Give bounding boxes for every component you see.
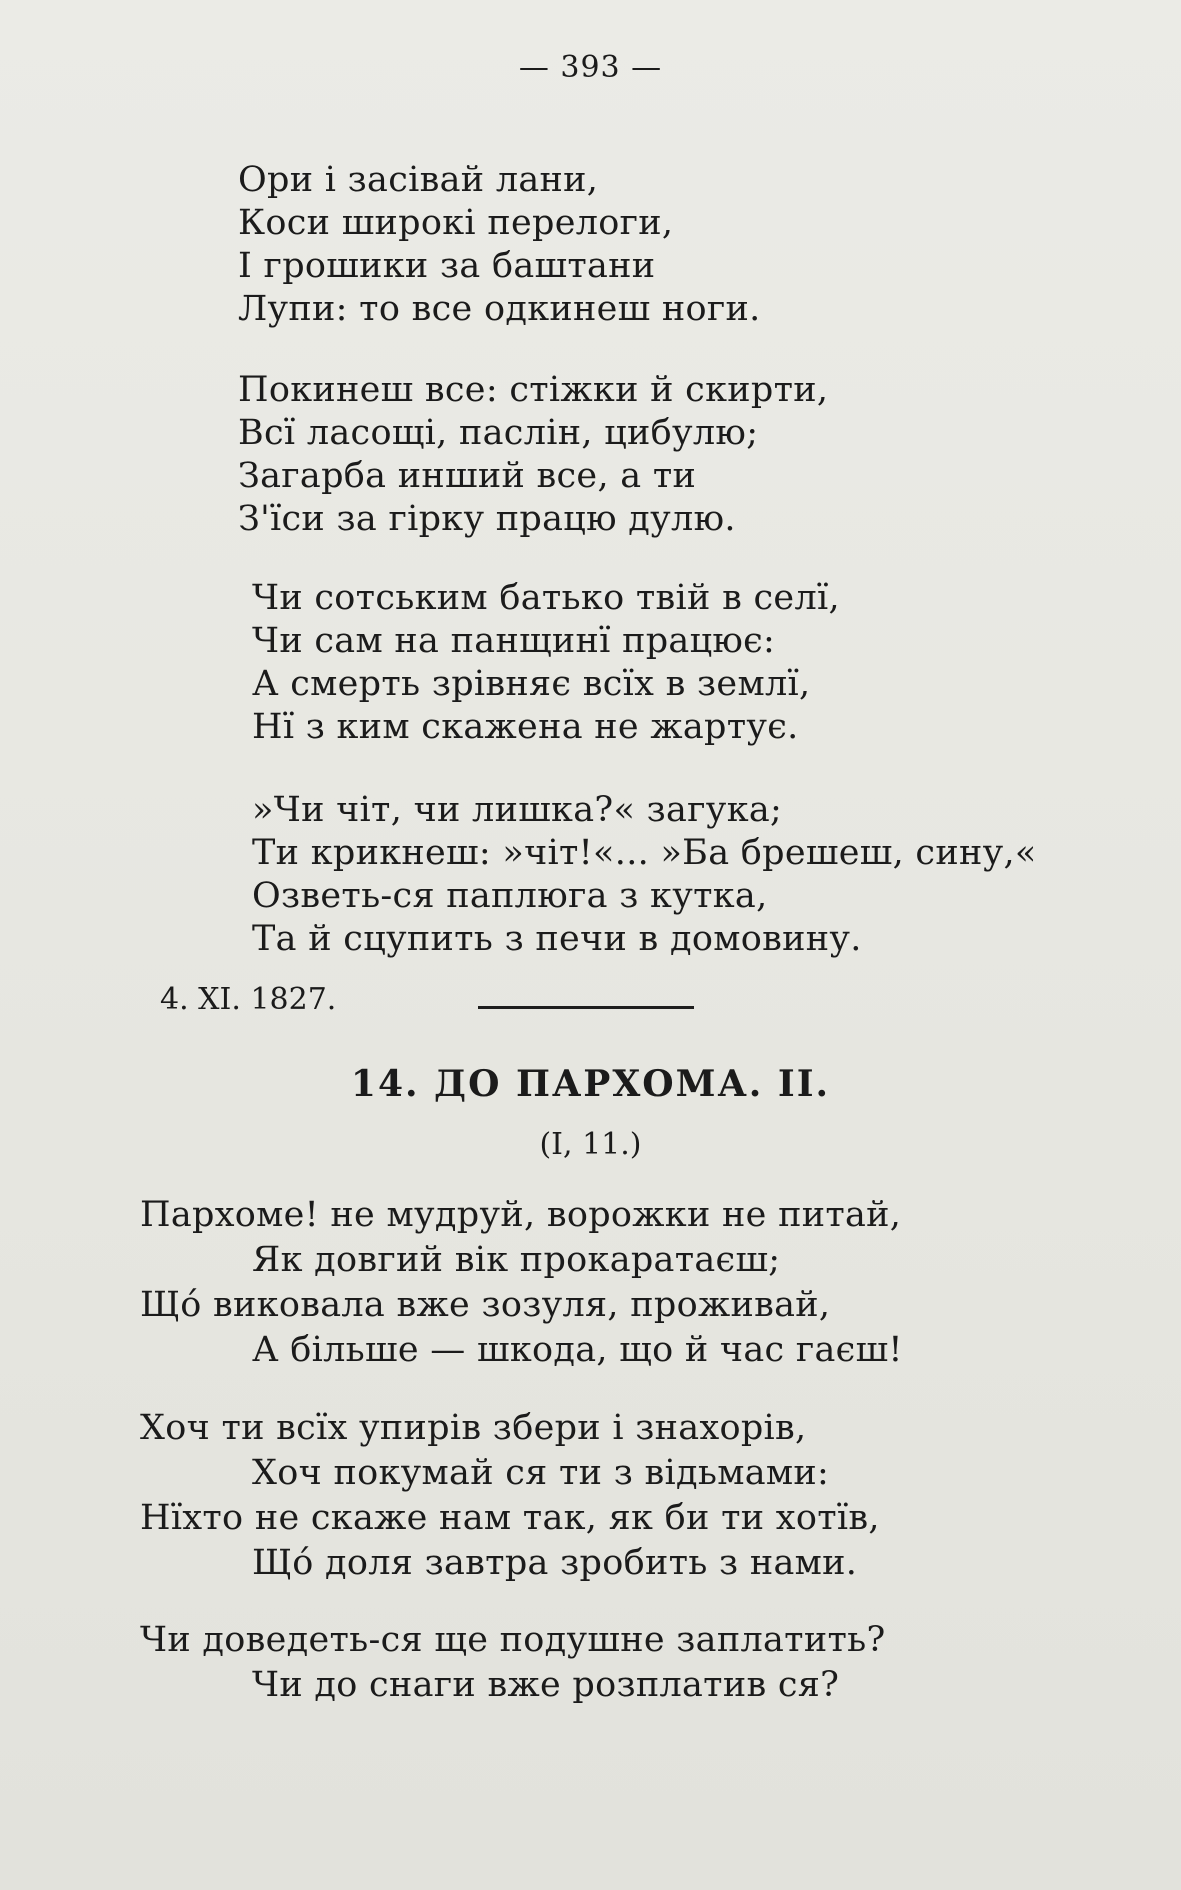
section-divider [478, 1006, 694, 1009]
poem-line: З'їси за гірку працю дулю. [238, 499, 736, 539]
poem-line: Як довгий вік прокаратаєш; [252, 1240, 781, 1280]
poem-line: »Чи чіт, чи лишка?« загука; [252, 790, 783, 830]
poem-line: Загарба инший все, а ти [238, 456, 697, 496]
poem-line: Щó доля завтра зробить з нами. [252, 1543, 858, 1583]
poem-line: Хоч ти всїх упирів збери і знахорів, [140, 1408, 807, 1448]
poem-line: Покинеш все: стіжки й скирти, [238, 370, 829, 410]
poem-line: Та й сцупить з печи в домовину. [252, 919, 862, 959]
poem-line: Нїхто не скаже нам так, як би ти хотїв, [140, 1498, 880, 1538]
poem-line: Пархоме! не мудруй, ворожки не питай, [140, 1195, 902, 1235]
poem-subtitle: (I, 11.) [539, 1127, 642, 1162]
poem-line: Чи до снаги вже розплатив ся? [252, 1665, 840, 1705]
poem-line: Коси широкі перелоги, [238, 203, 674, 243]
poem-line: Хоч покумай ся ти з відьмами: [252, 1453, 830, 1493]
poem-line: Озветь-ся паплюга з кутка, [252, 876, 768, 916]
poem-line: Нї з ким скажена не жартує. [252, 707, 799, 747]
poem-line: А смерть зрівняє всїх в землї, [252, 664, 811, 704]
poem-line: І грошики за баштани [238, 246, 656, 286]
poem-line: А більше — шкода, що й час гаєш! [252, 1330, 903, 1370]
page-number: — 393 — [518, 50, 663, 85]
poem-title: 14. ДО ПАРХОМА. II. [350, 1063, 831, 1105]
poem-line: Чи сотським батько твій в селї, [252, 578, 840, 618]
poem-line: Чи сам на панщинї працює: [252, 621, 776, 661]
poem-line: Щó виковала вже зозуля, проживай, [140, 1285, 831, 1325]
poem-line: Ори і засівай лани, [238, 160, 599, 200]
poem-line: Всї ласощі, паслін, цибулю; [238, 413, 759, 453]
poem-line: Лупи: то все одкинеш ноги. [238, 289, 761, 329]
poem-line: Чи доведеть-ся ще подушне заплатить? [140, 1620, 886, 1660]
poem-date: 4. XI. 1827. [160, 982, 337, 1017]
poem-line: Ти крикнеш: »чіт!«... »Ба брешеш, сину,« [252, 833, 1037, 873]
